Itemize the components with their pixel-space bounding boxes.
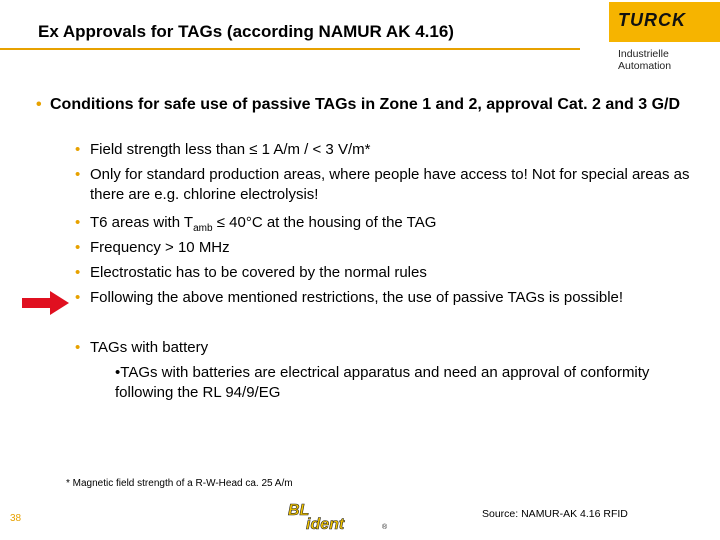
bullet-dot-icon: • (75, 141, 81, 158)
logo-subtitle-1: Industrielle (618, 48, 669, 60)
main-heading-bullet (36, 94, 706, 115)
bullet-dot-icon: • (75, 166, 81, 183)
page-number: 38 (10, 513, 22, 524)
list-item: • TAGs with battery (75, 339, 209, 356)
svg-text:®: ® (382, 524, 388, 531)
sub-list-item: •TAGs with batteries are electrical apparatus and need an approval of conformity following the RL 94/9/EG (115, 364, 650, 401)
bullet-dot-icon: • (75, 239, 81, 256)
footnote: * Magnetic field strength of a R-W-Head ca. 25 A/m (66, 478, 293, 489)
bullet-dot-icon: • (115, 364, 121, 381)
right-arrow-icon (22, 291, 70, 315)
bullet-dot-icon: • (36, 96, 42, 113)
list-item: • Following the above mentioned restrictions, the use of passive TAGs is possible! (75, 289, 624, 306)
bullet-dot-icon: • (75, 214, 81, 231)
source-citation: Source: NAMUR-AK 4.16 RFID (482, 508, 628, 520)
bullet-dot-icon: • (75, 289, 81, 306)
svg-text:ident: ident (306, 516, 345, 532)
svg-text:BL: BL (288, 502, 310, 519)
bullet-dot-icon: • (75, 339, 81, 356)
bl-ident-logo (282, 498, 394, 532)
logo-subtitle-2: Automation (618, 60, 672, 72)
list-item: • Electrostatic has to be covered by the normal rules (75, 264, 427, 281)
slide-title: Ex Approvals for TAGs (according NAMUR AK 4.16) (38, 22, 454, 41)
main-heading: Conditions for safe use of passive TAGs in Zone 1 and 2, approval Cat. 2 and 3 G/D (50, 96, 681, 113)
turck-logo: TURCK (618, 10, 686, 30)
list-item: • Field strength less than ≤ 1 A/m / < 3 V/m* (75, 141, 371, 158)
list-item: • Only for standard production areas, where people have access to! Not for special areas as there are e.g. chlorine electrolysis! (75, 166, 690, 203)
list-item: • Frequency > 10 MHz (75, 239, 230, 256)
title-divider (0, 48, 580, 50)
bullet-dot-icon: • (75, 264, 81, 281)
list-item: • T6 areas with $T_{amb} \le 40^\circ C$ at the housing of the TAG (75, 214, 437, 234)
